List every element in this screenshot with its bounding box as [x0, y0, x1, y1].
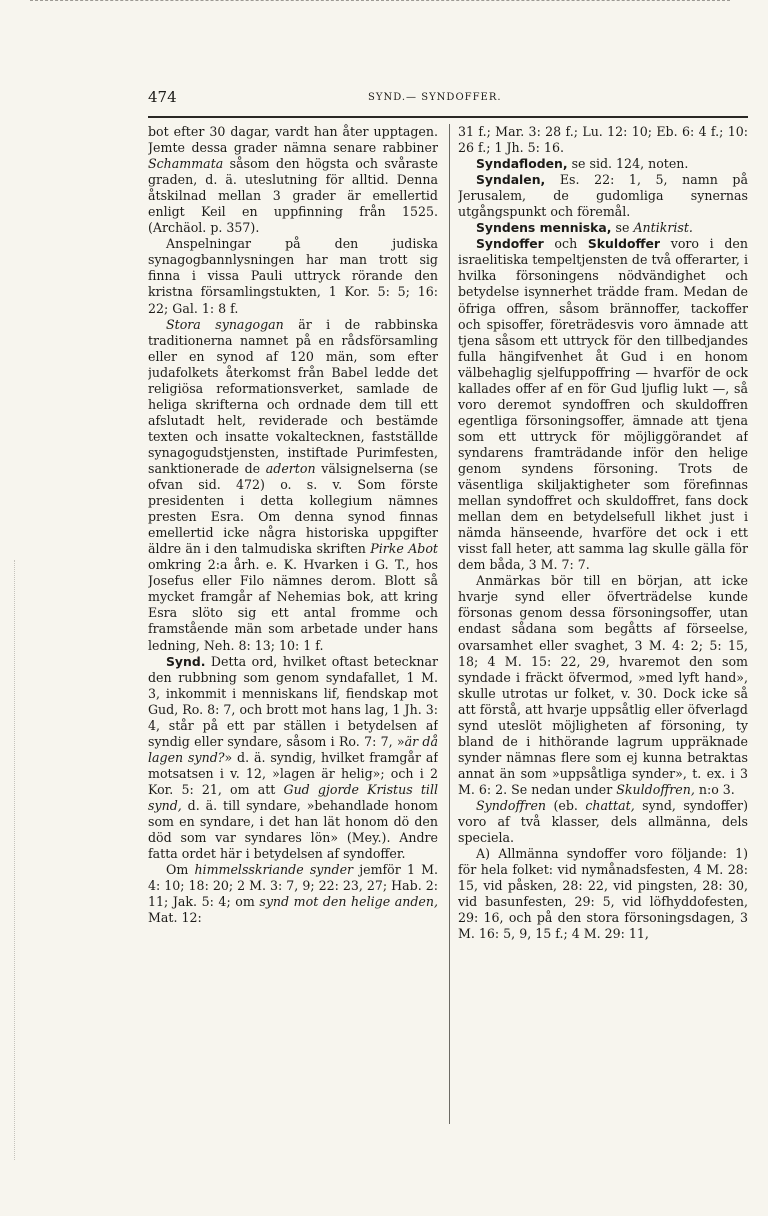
right-paragraph-6: Anmärkas bör till en början, att icke hvarje synd eller öfverträdelse kunde försonas genom dessa försoningsoffer, utan endast sådana som begåtts af förseelse, ovarsamhet eller svaghet, 3 M. 4: 2; 5: 15, 18; 4 M. 15: 22, 29, hvaremot den som syndade i fräckt öfvermod, »med lyft hand», skulle utrotas ur folket, v. 30. Dock icke så att förstå, att hvarje uppsåtlig eller öfverlagd synd uteslöt möjligheten af försoning, ty bland de i hithörande lagrum uppräknade synder nämnas flere som ej kunna betraktas annat än som »uppsåtliga synder», t. ex. i 3 M. 6: 2. Se nedan under Skuldoffren, n:o 3.: [458, 573, 748, 797]
page-number: 474: [148, 88, 177, 106]
running-title: SYND.— SYNDOFFER.: [368, 92, 502, 103]
right-column: [458, 124, 748, 1204]
column-divider: [449, 124, 450, 1124]
left-paragraph-2: Anspelningar på den judiska synagogbannlysningen har man trott sig finna i vissa Pauli uttryck rörande den kristna församlingstukten, 1 Kor. 5: 5; 16: 22; Gal. 1: 8 f.: [148, 236, 438, 316]
entry-syndens-menniska: Syndens menniska, se Antikrist.: [476, 220, 693, 236]
right-paragraph-8: A) Allmänna syndoffer voro följande: 1) för hela folket: vid nymånadsfesten, 4 M. 28: 15, vid påsken, 28: 22, vid pingsten, 28: 30, vid basunfesten, 29: 5, vid löfhyddofesten, 29: 16, och på den stora försoningsdagen, 3 M. 16: 5, 9, 15 f.; 4 M. 29: 11,: [458, 846, 748, 942]
left-paragraph-1: bot efter 30 dagar, vardt han åter upptagen. Jemte dessa grader nämna senare rabbiner Schammata såsom den högsta och svåraste graden, d. ä. uteslutning för alltid. Denna åtskilnad mellan 3 grader är emellertid enligt Keil en uppfinning från 1525. (Archäol. p. 357).: [148, 124, 438, 236]
entry-syndoffer: Syndoffer och Skuldoffer voro i den israelitiska tempeltjensten de två offerarter, i hvilka försoningens nödvändighet och betydelse isynnerhet trädde fram. Medan de öfriga offren, såsom brännoffer, tackoffer och spisoffer, företrädesvis voro ämnade att tjena såsom ett uttryck för den tillbedjandes fulla hängifvenhet åt Gud i en honom välbehaglig sjelfuppoffring — hvarför de ock kallades offer af en för Gud ljuflig lukt —, så voro deremot syndoffren och skuldoffren egentliga försoningsoffer, ämnade att tjena som ett uttryck för möjliggörandet af syndarens framträdande inför den helige genom syndens försoning. Trots de väsentliga skiljaktigheter som förefinnas mellan syndoffret och skuldoffret, fans dock mellan dem en betydelsefull likhet just i nämda hänseende, hvarföre det ock i ett visst fall heter, att samma lag skulle gälla för dem båda, 3 M. 7: 7.: [458, 236, 748, 573]
entry-syndalen: Syndalen, Es. 22: 1, 5, namn på Jerusalem, de gudomliga synernas utgångspunkt och föremål.: [458, 172, 748, 220]
left-paragraph-5: Om himmelsskriande synder jemför 1 M. 4: 10; 18: 20; 2 M. 3: 7, 9; 22: 23, 27; Hab. 2: 11; Jak. 5: 4; om synd mot den helige anden, Mat. 12:: [148, 862, 438, 926]
page-header: [148, 88, 742, 112]
right-paragraph-7: Syndoffren (eb. chattat, synd, syndoffer) voro af två klasser, dels allmänna, dels speciela.: [458, 797, 748, 846]
entry-syndafloden: Syndafloden, se sid. 124, noten.: [476, 156, 689, 172]
left-edge-mark: [14, 560, 15, 1160]
left-paragraph-3: Stora synagogan är i de rabbinska traditionerna namnet på en rådsförsamling eller en synod af 120 män, som efter judafolkets återkomst från Babel ledde det religiösa reformationsverket, samlade de heliga skrifterna och ordnade dem till ett afslutadt helt, reviderade och bestämde texten och insatte vokaltecknen, fastställde synagogudstjensten, instiftade Purimfesten, sanktionerade de aderton välsignelserna (se ofvan sid. 472) o. s. v. Som förste presidenten i detta kollegium nämnes presten Esra. Om denna synod finnas emellertid icke några historiska uppgifter äldre än i den talmudiska skriften Pirke Abot omkring 2:a årh. e. K. Hvarken i G. T., hos Josefus eller Filo nämnes derom. Blott så mycket framgår af Nehemias bok, att kring Esra slöto sig ett antal fromme och framstående män som arbetade under hans ledning, Neh. 8: 13; 10: 1 f.: [148, 316, 438, 653]
right-paragraph-1: 31 f.; Mar. 3: 28 f.; Lu. 12: 10; Eb. 6: 4 f.; 10: 26 f.; 1 Jh. 5: 16.: [458, 124, 748, 156]
left-column: [148, 124, 438, 1204]
top-edge-mark: [30, 0, 730, 1]
header-rule: [148, 116, 748, 118]
entry-synd: Synd. Detta ord, hvilket oftast betecknar den rubbning som genom syndafallet, 1 M. 3, inkommit i menniskans lif, fiendskap mot Gud, Ro. 8: 7, och brott mot hans lag, 1 Jh. 3: 4, står på ett par ställen i betydelsen af syndig eller syndare, såsom i Ro. 7: 7, »är då lagen synd?» d. ä. syndig, hvilket framgår af motsatsen i v. 12, »lagen är helig»; och i 2 Kor. 5: 21, om att Gud gjorde Kristus till synd, d. ä. till syndare, »behandlade honom som en syndare, i det han lät honom dö den död som var syndares lön» (Mey.). Andre fatta ordet här i betydelsen af syndoffer.: [148, 653, 438, 862]
